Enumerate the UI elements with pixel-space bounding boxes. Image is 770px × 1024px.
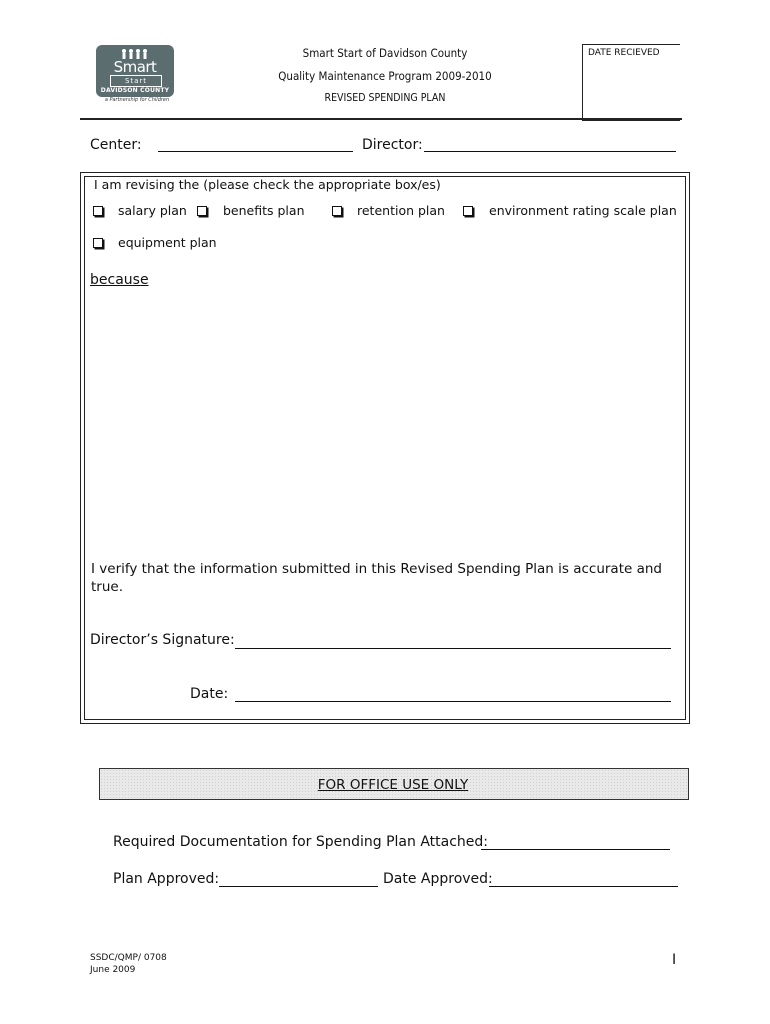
- form-date: June 2009: [90, 965, 136, 975]
- because-label: because: [90, 272, 149, 288]
- date-received-label: DATE RECIEVED: [588, 48, 660, 58]
- benefits-plan-checkbox[interactable]: [197, 206, 207, 216]
- signature-date-field[interactable]: [235, 701, 671, 702]
- plan-approved-field[interactable]: [219, 886, 378, 887]
- reason-text-area[interactable]: [90, 300, 678, 550]
- header-divider: [80, 118, 682, 120]
- environment-rating-scale-plan-label: environment rating scale plan: [489, 203, 677, 218]
- equipment-plan-label: equipment plan: [118, 235, 217, 250]
- salary-plan-label: salary plan: [118, 203, 187, 218]
- benefits-plan-label: benefits plan: [223, 203, 305, 218]
- retention-plan-checkbox[interactable]: [332, 206, 342, 216]
- date-approved-field[interactable]: [489, 886, 678, 887]
- revision-intro: I am revising the (please check the appropriate box/es): [94, 177, 441, 192]
- signature-field[interactable]: [235, 648, 671, 649]
- plan-approved-label: Plan Approved:: [113, 871, 220, 887]
- form-title: REVISED SPENDING PLAN: [324, 92, 446, 104]
- signature-label: Director’s Signature:: [90, 632, 235, 648]
- retention-plan-label: retention plan: [357, 203, 445, 218]
- center-label: Center:: [90, 137, 142, 153]
- smart-start-logo: [96, 45, 174, 97]
- required-documentation-label: Required Documentation for Spending Plan Attached:: [113, 834, 488, 850]
- date-approved-label: Date Approved:: [383, 871, 493, 887]
- environment-rating-scale-plan-checkbox[interactable]: [463, 206, 473, 216]
- equipment-plan-checkbox[interactable]: [93, 238, 103, 248]
- logo-county: DAVIDSON COUNTY: [100, 87, 170, 94]
- logo-brand: Smart: [113, 58, 157, 76]
- verification-statement: I verify that the information submitted in this Revised Spending Plan is accurate and true.: [91, 561, 662, 595]
- signature-date-label: Date:: [190, 686, 229, 702]
- director-field[interactable]: [424, 151, 676, 152]
- center-field[interactable]: [158, 151, 353, 152]
- program-name: Quality Maintenance Program 2009-2010: [278, 69, 492, 83]
- logo-tagline: a Partnership for Children: [104, 97, 170, 103]
- logo-brand-start: Start: [110, 75, 162, 87]
- salary-plan-checkbox[interactable]: [93, 206, 103, 216]
- form-code: SSDC/QMP/ 0708: [90, 953, 167, 963]
- director-label: Director:: [362, 137, 423, 153]
- page-number: I: [672, 952, 677, 968]
- required-documentation-field[interactable]: [481, 849, 670, 850]
- office-use-title: FOR OFFICE USE ONLY: [317, 777, 469, 793]
- org-name: Smart Start of Davidson County: [302, 46, 468, 60]
